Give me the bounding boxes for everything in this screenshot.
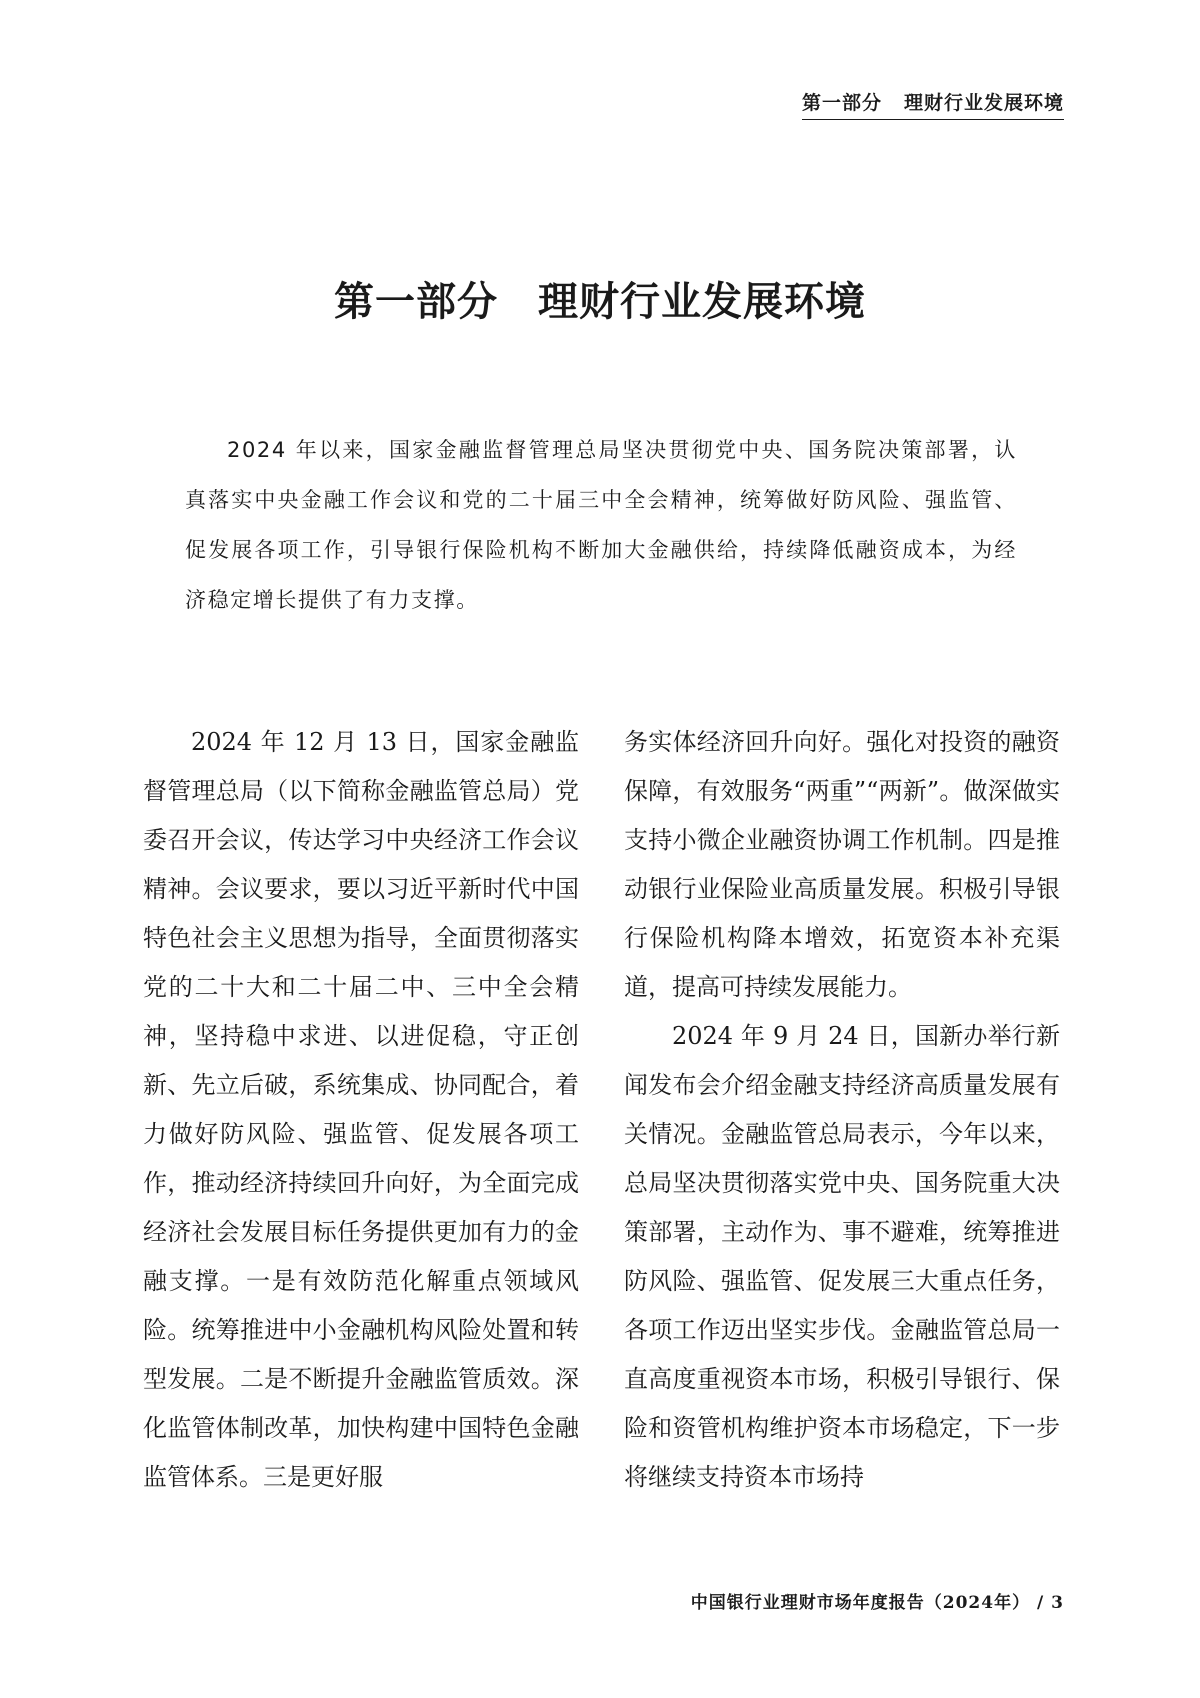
running-header-section: 理财行业发展环境 bbox=[903, 92, 1064, 114]
body-column-right bbox=[624, 718, 1060, 1502]
part-title bbox=[0, 270, 1200, 327]
body-paragraph-2: 2024 年 9 月 24 日，国新办举行新闻发布会介绍金融支持经济高质量发展有关情况。金融监管总局表示，今年以来，总局坚决贯彻落实党中央、国务院重大决策部署，主动作为、事不避难，统筹推进防风险、强监管、促发展三大重点任务，各项工作迈出坚实步伐。金融监管总局一直高度重视资本市场，积极引导银行、保险和资管机构维护资本市场稳定，下一步将继续支持资本市场持 bbox=[624, 1022, 1060, 1491]
abstract-paragraph: 2024 年以来，国家金融监督管理总局坚决贯彻党中央、国务院决策部署，认真落实中央金融工作会议和党的二十届三中全会精神，统筹做好防风险、强监管、促发展各项工作，引导银行保险机构不断加大金融供给，持续降低融资成本，为经济稳定增长提供了有力支撑。 bbox=[185, 438, 1017, 612]
page-number: 3 bbox=[1051, 1593, 1064, 1613]
footer-report-title: 中国银行业理财市场年度报告（2024年） bbox=[690, 1593, 1031, 1613]
body-column-left bbox=[143, 718, 579, 1502]
part-title-name: 理财行业发展环境 bbox=[538, 278, 866, 325]
footer-separator: / bbox=[1037, 1593, 1045, 1613]
part-title-number: 第一部分 bbox=[334, 278, 498, 325]
running-header bbox=[802, 88, 1064, 120]
page-footer bbox=[691, 1588, 1064, 1613]
running-header-part: 第一部分 bbox=[801, 92, 882, 114]
body-paragraph-1-continued: 务实体经济回升向好。强化对投资的融资保障，有效服务“两重”“两新”。做深做实支持小微企业融资协调工作机制。四是推动银行业保险业高质量发展。积极引导银行保险机构降本增效，拓宽资本补充渠道，提高可持续发展能力。 bbox=[624, 728, 1060, 1001]
body-paragraph-1: 2024 年 12 月 13 日，国家金融监督管理总局（以下简称金融监管总局）党委召开会议，传达学习中央经济工作会议精神。会议要求，要以习近平新时代中国特色社会主义思想为指导，全面贯彻落实党的二十大和二十届二中、三中全会精神，坚持稳中求进、以进促稳，守正创新、先立后破，系统集成、协同配合，着力做好防风险、强监管、促发展各项工作，推动经济持续回升向好，为全面完成经济社会发展目标任务提供更加有力的金融支撑。一是有效防范化解重点领域风险。统筹推进中小金融机构风险处置和转型发展。二是不断提升金融监管质效。深化监管体制改革，加快构建中国特色金融监管体系。三是更好服 bbox=[143, 728, 579, 1491]
